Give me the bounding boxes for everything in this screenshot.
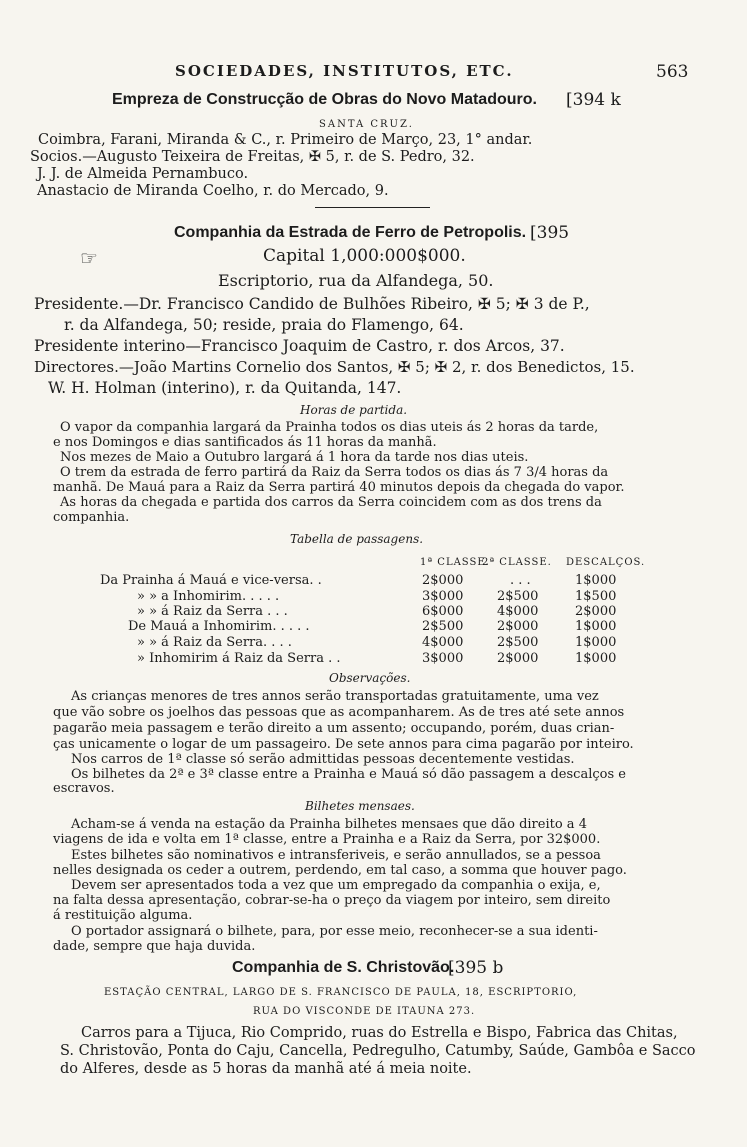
- row-descalcos: 1$000: [575, 619, 617, 634]
- address-line-1: ESTAÇÃO CENTRAL, LARGO DE S. FRANCISCO DE PAULA, 18, ESCRIPTORIO,: [104, 987, 578, 998]
- bilhetes-heading: Bilhetes mensaes.: [305, 799, 415, 813]
- s1-line-3: J. J. de Almeida Pernambuco.: [37, 166, 249, 182]
- row-1a: 3$000: [422, 651, 464, 666]
- row-route: » Inhomirim á Raiz da Serra . .: [137, 651, 341, 666]
- horas-heading: Horas de partida.: [300, 403, 408, 417]
- section-ref-395b: [395 b: [448, 958, 504, 978]
- company-capital: Capital 1,000:000$000.: [263, 246, 466, 266]
- row-2a: 4$000: [497, 604, 539, 619]
- s3-line-1: Carros para a Tijuca, Rio Comprido, ruas do Estrella e Bispo, Fabrica das Chitas,: [81, 1025, 678, 1041]
- bilhetes-line-7: á restituição alguma.: [53, 908, 193, 923]
- s1-line-4: Anastacio de Miranda Coelho, r. do Mercado, 9.: [37, 183, 389, 199]
- row-1a: 3$000: [422, 589, 464, 604]
- officer-directores: Directores.—João Martins Cornelio dos Santos, ✠ 5; ✠ 2, r. dos Benedictos, 15.: [34, 358, 635, 376]
- row-1a: 2$000: [422, 573, 464, 588]
- row-1a: 2$500: [422, 619, 464, 634]
- row-route: De Mauá a Inhomirim. . . . .: [128, 619, 310, 634]
- officer-presidente-interino: Presidente interino—Francisco Joaquim de Castro, r. dos Arcos, 37.: [34, 337, 565, 355]
- obs-line-3: pagarão meia passagem e terão direito a um assento; occupando, porém, duas crian-: [53, 721, 615, 736]
- s1-line-1: Coimbra, Farani, Miranda & C., r. Primeiro de Março, 23, 1° andar.: [38, 132, 533, 148]
- section-title-petropolis: Companhia da Estrada de Ferro de Petropolis.: [174, 224, 527, 241]
- bilhetes-line-5: Devem ser apresentados toda a vez que um empregado da companhia o exija, e,: [71, 878, 601, 893]
- pointing-hand-icon: ☞: [80, 246, 98, 270]
- row-route: » » á Raiz da Serra . . .: [137, 604, 288, 619]
- bilhetes-line-2: viagens de ida e volta em 1ª classe, entre a Prainha e a Raiz da Serra, por 32$000.: [53, 832, 601, 847]
- company-office: Escriptorio, rua da Alfandega, 50.: [218, 271, 494, 290]
- row-route: » » á Raiz da Serra. . . .: [137, 635, 292, 650]
- section-divider: [315, 207, 430, 208]
- obs-line-2: que vão sobre os joelhos das pessoas que as acompanharem. As de tres até sete annos: [53, 705, 625, 720]
- section-title-matadouro: Empreza de Construcção de Obras do Novo Matadouro.: [112, 91, 537, 108]
- s3-line-2: S. Christovão, Ponta do Caju, Cancella, Pedregulho, Catumby, Saúde, Gambôa e Sacco: [60, 1043, 696, 1059]
- row-descalcos: 1$500: [575, 589, 617, 604]
- horas-line-4: O trem da estrada de ferro partirá da Raiz da Serra todos os dias ás 7 3/4 horas da: [60, 465, 609, 480]
- row-route: » » a Inhomirim. . . . .: [137, 589, 280, 604]
- address-line-2: RUA DO VISCONDE DE ITAUNA 273.: [253, 1006, 476, 1017]
- section-title-christovao: Companhia de S. Christovão.: [232, 959, 455, 976]
- col-header-1a: 1ª CLASSE.: [420, 557, 490, 568]
- bilhetes-line-3: Estes bilhetes são nominativos e intransferiveis, e serão annullados, se a pessoa: [71, 848, 601, 863]
- row-2a: . . .: [510, 573, 531, 588]
- row-descalcos: 1$000: [575, 651, 617, 666]
- section-subtitle: SANTA CRUZ.: [319, 119, 414, 130]
- obs-line-1: As crianças menores de tres annos serão transportadas gratuitamente, uma vez: [71, 689, 599, 704]
- section-ref-394k: [394 k: [566, 90, 621, 110]
- horas-line-5: manhã. De Mauá para a Raiz da Serra partirá 40 minutos depois da chegada do vapor.: [53, 480, 625, 495]
- col-header-descalcos: DESCALÇOS.: [566, 557, 646, 568]
- row-2a: 2$500: [497, 589, 539, 604]
- officer-presidente: Presidente.—Dr. Francisco Candido de Bulhões Ribeiro, ✠ 5; ✠ 3 de P.,: [34, 295, 590, 313]
- row-1a: 6$000: [422, 604, 464, 619]
- horas-line-7: companhia.: [53, 510, 130, 525]
- observacoes-heading: Observações.: [329, 671, 411, 685]
- bilhetes-line-4: nelles designada os ceder a outrem, perdendo, em tal caso, a somma que houver pago.: [53, 863, 627, 878]
- row-2a: 2$000: [497, 619, 539, 634]
- row-descalcos: 1$000: [575, 573, 617, 588]
- tabela-heading: Tabella de passagens.: [290, 532, 424, 546]
- horas-line-3: Nos mezes de Maio a Outubro largará á 1 hora da tarde nos dias uteis.: [60, 450, 529, 465]
- row-route: Da Prainha á Mauá e vice-versa. .: [100, 573, 322, 588]
- s3-line-3: do Alferes, desde as 5 horas da manhã até á meia noite.: [60, 1061, 472, 1077]
- running-title: SOCIEDADES, INSTITUTOS, ETC.: [175, 62, 514, 80]
- obs-line-6: Os bilhetes da 2ª e 3ª classe entre a Prainha e Mauá só dão passagem a descalços e: [71, 767, 626, 782]
- row-descalcos: 2$000: [575, 604, 617, 619]
- page-number: 563: [656, 62, 689, 82]
- horas-line-1: O vapor da companhia largará da Prainha todos os dias uteis ás 2 horas da tarde,: [60, 420, 599, 435]
- row-descalcos: 1$000: [575, 635, 617, 650]
- officer-presidente-address: r. da Alfandega, 50; reside, praia do Flamengo, 64.: [64, 316, 464, 334]
- row-2a: 2$000: [497, 651, 539, 666]
- bilhetes-line-1: Acham-se á venda na estação da Prainha bilhetes mensaes que dão direito a 4: [71, 817, 587, 832]
- bilhetes-line-9: dade, sempre que haja duvida.: [53, 939, 256, 954]
- col-header-2a: 2ª CLASSE.: [482, 557, 552, 568]
- obs-line-4: ças unicamente o logar de um passageiro. De sete annos para cima pagarão por inteiro.: [53, 737, 634, 752]
- section-ref-395: [395: [530, 223, 570, 243]
- obs-line-5: Nos carros de 1ª classe só serão admittidas pessoas decentemente vestidas.: [71, 752, 575, 767]
- obs-line-7: escravos.: [53, 781, 115, 796]
- bilhetes-line-6: na falta dessa apresentação, cobrar-se-ha o preço da viagem por inteiro, sem direito: [53, 893, 611, 908]
- horas-line-6: As horas da chegada e partida dos carros da Serra coincidem com as dos trens da: [60, 495, 602, 510]
- horas-line-2: e nos Domingos e dias santificados ás 11 horas da manhã.: [53, 435, 437, 450]
- bilhetes-line-8: O portador assignará o bilhete, para, por esse meio, reconhecer-se a sua identi-: [71, 924, 598, 939]
- officer-holman: W. H. Holman (interino), r. da Quitanda, 147.: [48, 379, 402, 397]
- s1-line-2: Socios.—Augusto Teixeira de Freitas, ✠ 5, r. de S. Pedro, 32.: [30, 149, 475, 165]
- row-1a: 4$000: [422, 635, 464, 650]
- row-2a: 2$500: [497, 635, 539, 650]
